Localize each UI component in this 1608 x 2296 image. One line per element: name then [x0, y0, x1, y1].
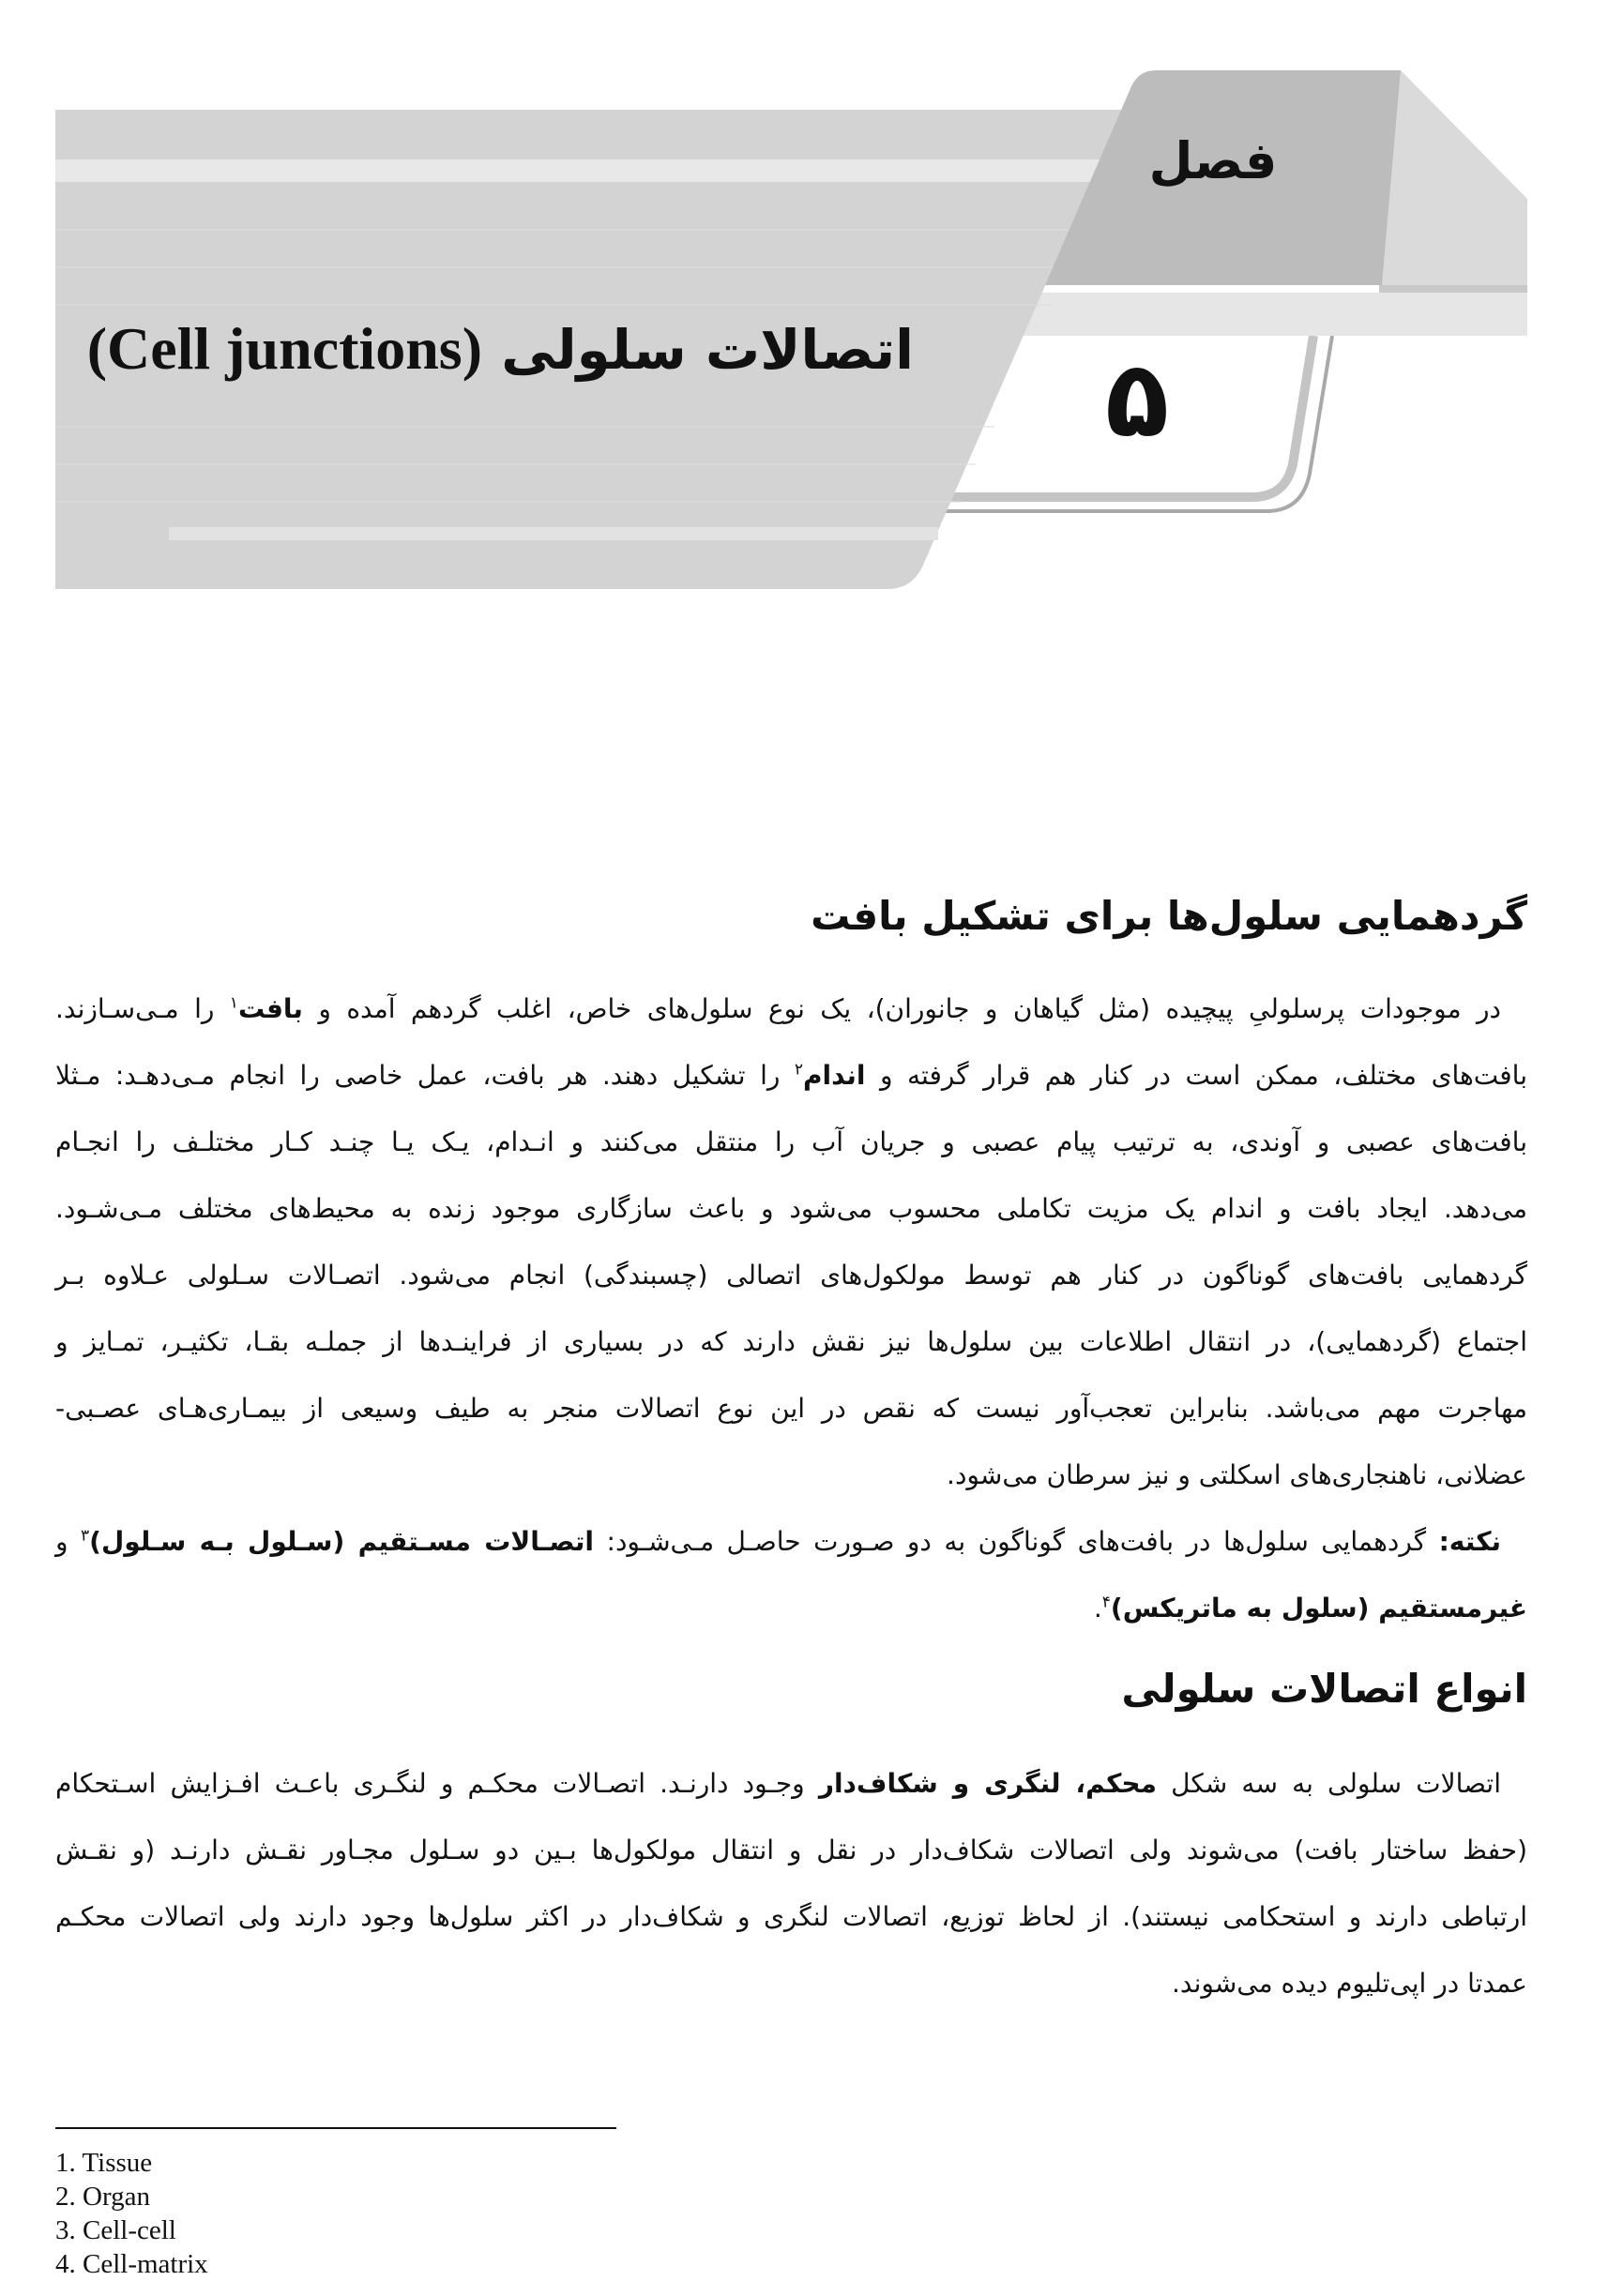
text-run: را مـی‌سـازند. — [55, 993, 230, 1024]
footnote-item: 4. Cell-matrix — [55, 2249, 208, 2279]
text-line — [55, 1883, 1527, 1950]
footnote-item: 2. Organ — [55, 2182, 150, 2212]
footnotes — [55, 2146, 208, 2281]
text-run: . — [1093, 1593, 1102, 1624]
bold-term: اندام — [803, 1060, 866, 1091]
banner-roof — [1382, 70, 1527, 285]
banner-lower-stripe — [169, 527, 938, 540]
paragraph-tissue-formation — [55, 975, 1527, 1508]
text-line — [55, 1750, 1527, 1817]
text-run: اجتماع (گردهمایی)، در انتقال اطلاعات بین سلول‌ها نیز نقش دارند که در بسیاری از فراینـدها از جملـه بقـا، تکثیـر، تمـایز و — [55, 1326, 1527, 1357]
text-run: گردهمایی سلول‌ها در بافت‌های گوناگون به دو صـورت حاصـل مـی‌شـود: — [594, 1526, 1439, 1557]
paragraph-note — [55, 1508, 1527, 1641]
text-run: ارتباطی دارند و استحکامی نیستند). از لحاظ توزیع، اتصالات لنگری و شکاف‌دار در اکثر سلول‌ها وجود دارند ولی اتصالات محکـم — [55, 1901, 1527, 1932]
text-line — [55, 1175, 1527, 1242]
footnote-item: 3. Cell-cell — [55, 2215, 176, 2245]
text-run: در موجودات پرسلولیِ پیچیده (مثل گیاهان و جانوران)، یک نوع سلول‌های خاص، اغلب گردهم آمده و — [302, 993, 1501, 1024]
text-line — [55, 1950, 1527, 2017]
banner-light-stripe — [55, 159, 1101, 182]
text-run: عضلانی، ناهنجاری‌های اسکلتی و نیز سرطان می‌شود. — [947, 1459, 1527, 1490]
text-line — [55, 1308, 1527, 1375]
bold-term: بافت — [237, 993, 303, 1024]
text-line — [55, 1508, 1527, 1575]
text-line — [55, 1442, 1527, 1508]
text-run: بافت‌های عصبی و آوندی، به ترتیب پیام عصبی و جریان آب را منتقل می‌کنند و انـدام، یـک یـا چنـد کـار مختلـف را انجـام — [55, 1126, 1527, 1157]
footnote-marker: ۱ — [229, 993, 238, 1013]
text-run: و — [55, 1526, 82, 1557]
chapter-title — [87, 310, 914, 389]
text-line — [55, 1817, 1527, 1883]
text-line — [55, 1242, 1527, 1308]
banner-strip — [1023, 293, 1527, 336]
paragraph-junction-types — [55, 1750, 1527, 2017]
chapter-label: فصل — [1148, 131, 1278, 190]
footnote-item: 1. Tissue — [55, 2148, 153, 2178]
text-line — [55, 1042, 1527, 1109]
text-run: مهاجرت مهم می‌باشد. بنابراین تعجب‌آور نیست که نقص در این نوع اتصالات منجر به طیف وسیعی از بیمـاری‌هـای عصـبی- — [55, 1393, 1527, 1424]
text-line — [55, 1375, 1527, 1442]
footnote-marker: ۳ — [81, 1526, 90, 1546]
bold-term: غیرمستقیم (سلول به ماتریکس) — [1110, 1593, 1527, 1624]
bold-term: اتصـالات مسـتقیم (سـلول بـه سـلول) — [89, 1526, 595, 1557]
text-run: عمدتا در اپی‌تلیوم دیده می‌شوند. — [1171, 1968, 1527, 1999]
text-line — [55, 1109, 1527, 1175]
text-run: گردهمایی بافت‌های گوناگون در کنار هم توسط مولکول‌های اتصالی (چسبندگی) انجام می‌شود. اتصـالات سـلولی عـلاوه بـر — [55, 1260, 1527, 1291]
text-run: (حفظ ساختار بافت) می‌شوند ولی اتصالات شکاف‌دار در نقل و انتقال مولکول‌ها بـین دو سـلول مجـاور نقـش دارنـد (و نقـش — [55, 1835, 1527, 1866]
text-run: اتصالات سلولی به سه شکل — [1156, 1768, 1502, 1799]
text-run: می‌دهد. ایجاد بافت و اندام یک مزیت تکاملی محسوب می‌شود و باعث سازگاری موجود زنده به محیط‌های مختلف مـی‌شـود. — [55, 1193, 1527, 1224]
text-run: وجـود دارنـد. اتصـالات محکـم و لنگـری باعـث افـزایش اسـتحکام — [55, 1768, 819, 1799]
text-line — [55, 975, 1527, 1042]
text-run: را تشکیل دهند. هر بافت، عمل خاصی را انجام مـی‌دهـد: مـثلا — [55, 1060, 795, 1091]
section-heading-junction-types: انواع اتصالات سلولی — [1121, 1666, 1527, 1712]
text-line — [55, 1575, 1527, 1641]
footnote-marker: ۲ — [794, 1060, 804, 1080]
bold-term: محکم، لنگری و شکاف‌دار — [818, 1768, 1157, 1799]
bold-term: نکته: — [1438, 1526, 1502, 1557]
chapter-number: ۵ — [1104, 339, 1170, 461]
chapter-title-en: (Cell junctions) — [86, 315, 482, 382]
section-heading-tissue-formation: گردهمایی سلول‌ها برای تشکیل بافت — [811, 893, 1527, 939]
chapter-title-fa: اتصالات سلولی — [501, 318, 914, 382]
footnote-divider — [55, 2127, 616, 2129]
text-run: بافت‌های مختلف، ممکن است در کنار هم قرار گرفته و — [865, 1060, 1527, 1091]
footnote-marker: ۴ — [1101, 1593, 1111, 1612]
